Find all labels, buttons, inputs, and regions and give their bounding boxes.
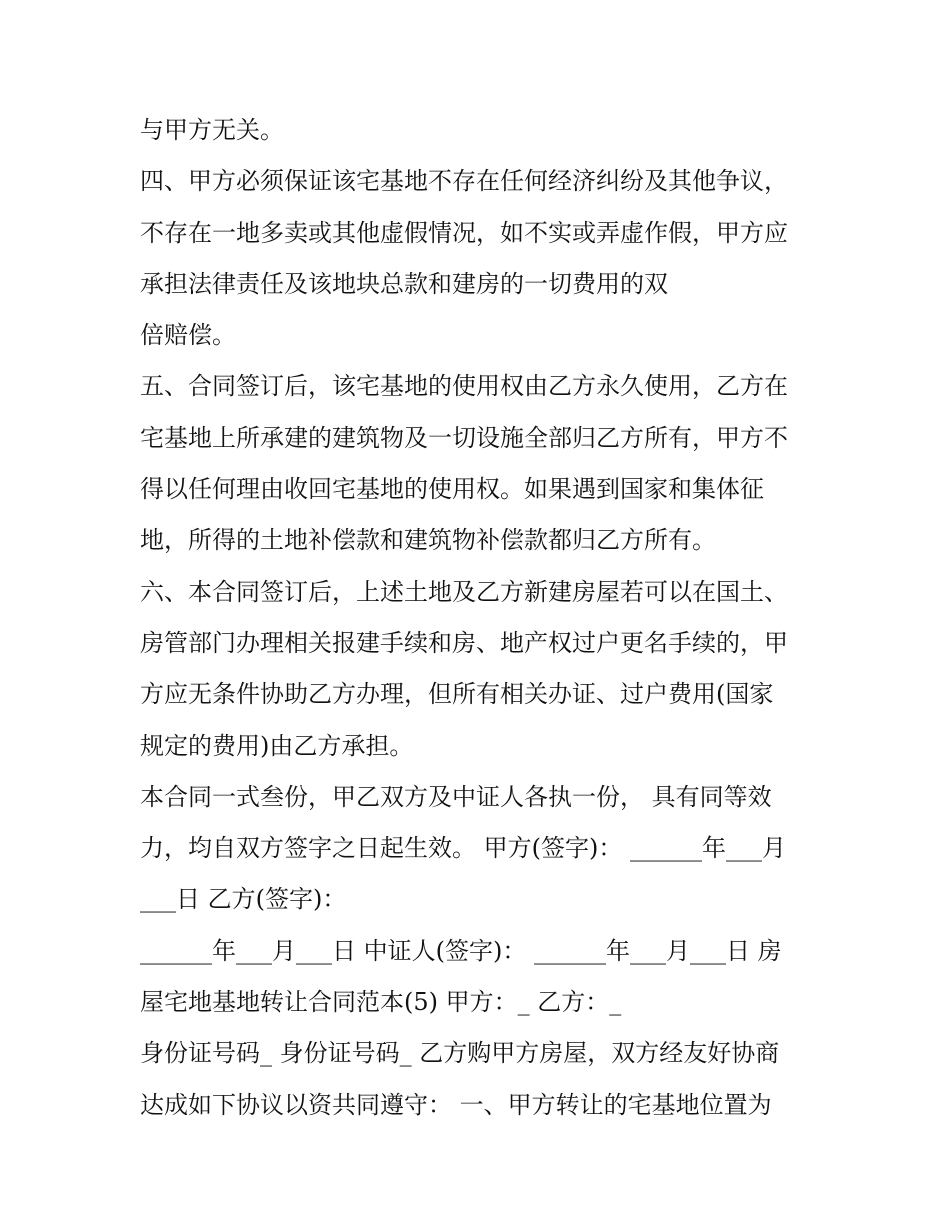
text-line: 方应无条件协助乙方办理，但所有相关办证、过户费用(国家	[140, 680, 774, 709]
text-line: 与甲方无关。	[140, 116, 284, 144]
text-line: 房管部门办理相关报建手续和房、地产权过户更名手续的，甲	[140, 628, 788, 657]
text-line: 本合同一式叁份，甲乙双方及中证人各执一份， 具有同等效	[140, 782, 772, 811]
text-line: 六、本合同签订后，上述土地及乙方新建房屋若可以在国土、	[140, 577, 788, 606]
text-line: ___日 乙方(签字)：	[140, 885, 347, 914]
text-line: 屋宅地基地转让合同范本(5) 甲方：_ 乙方：_	[140, 988, 622, 1017]
text-line: 倍赔偿。	[140, 321, 236, 350]
text-line: 宅基地上所承建的建筑物及一切设施全部归乙方所有，甲方不	[140, 423, 788, 452]
text-line: 四、甲方必须保证该宅基地不存在任何经济纠纷及其他争议，	[140, 167, 788, 196]
text-line: 得以任何理由收回宅基地的使用权。如果遇到国家和集体征	[140, 475, 764, 504]
text-line: 力，均自双方签字之日起生效。 甲方(签字)： ______年___月	[140, 834, 786, 863]
text-line: 规定的费用)由乙方承担。	[140, 731, 414, 760]
text-line: 身份证号码_ 身份证号码_ 乙方购甲方房屋，双方经友好协商	[140, 1039, 780, 1068]
text-line: ______年___月___日 中证人(签字)： ______年___月___日 房	[140, 936, 782, 965]
contract-text	[140, 108, 820, 1134]
text-line: 达成如下协议以资共同遵守： 一、甲方转让的宅基地位置为	[140, 1090, 772, 1119]
text-line: 五、合同签订后，该宅基地的使用权由乙方永久使用，乙方在	[140, 372, 788, 401]
text-line: 地，所得的土地补偿款和建筑物补偿款都归乙方所有。	[140, 526, 716, 555]
text-line: 承担法律责任及该地块总款和建房的一切费用的双	[140, 269, 668, 298]
text-line: 不存在一地多卖或其他虚假情况，如不实或弄虚作假，甲方应	[140, 218, 788, 247]
